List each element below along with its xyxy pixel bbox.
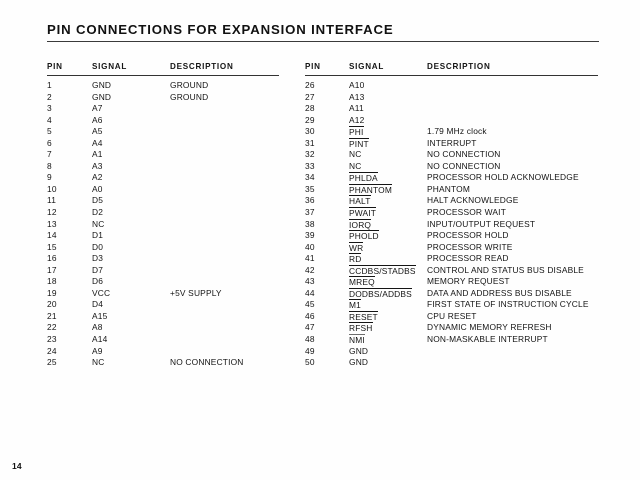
cell-pin: 16	[47, 253, 57, 264]
table-row	[305, 207, 598, 219]
cell-signal: A14	[92, 334, 108, 345]
cell-pin: 27	[305, 91, 315, 102]
cell-pin: 34	[305, 172, 315, 183]
cell-description: +5V SUPPLY	[170, 287, 222, 298]
active-low-signal-name: PWAIT	[349, 208, 377, 219]
cell-signal: A6	[92, 114, 103, 125]
cell-pin: 50	[305, 357, 315, 368]
cell-pin: 30	[305, 126, 315, 137]
cell-pin: 26	[305, 80, 315, 90]
cell-pin: 12	[47, 207, 57, 218]
cell-description: NO CONNECTION	[427, 149, 501, 160]
active-low-signal-name: HALT	[349, 196, 371, 207]
cell-signal: NC	[92, 357, 105, 368]
table-row	[47, 242, 279, 254]
table-row	[305, 299, 598, 311]
cell-description: DATA AND ADDRESS BUS DISABLE	[427, 287, 572, 298]
cell-description: PROCESSOR WAIT	[427, 207, 506, 218]
table-row	[47, 138, 279, 150]
table-row	[305, 138, 598, 150]
cell-pin: 46	[305, 310, 315, 321]
table-row	[47, 322, 279, 334]
cell-signal: D4	[92, 299, 104, 310]
page-title: PIN CONNECTIONS FOR EXPANSION INTERFACE	[47, 22, 394, 37]
cell-description: MEMORY REQUEST	[427, 276, 510, 287]
cell-pin: 14	[47, 230, 57, 241]
column-header-signal: SIGNAL	[349, 62, 385, 71]
table-row	[305, 115, 598, 127]
cell-pin: 38	[305, 218, 315, 229]
table-row	[47, 253, 279, 265]
table-row	[305, 230, 598, 242]
cell-signal: A7	[92, 103, 103, 114]
cell-pin: 22	[47, 322, 57, 333]
pin-rows-left	[47, 80, 279, 369]
table-header-row-left	[47, 62, 279, 75]
cell-pin: 43	[305, 276, 315, 287]
cell-pin: 11	[47, 195, 57, 206]
column-header-signal: SIGNAL	[92, 62, 128, 71]
cell-pin: 2	[47, 91, 52, 102]
cell-signal: A2	[92, 172, 103, 183]
cell-signal: NC	[92, 218, 105, 229]
cell-pin: 13	[47, 218, 57, 229]
cell-pin: 18	[47, 276, 57, 287]
cell-signal: A10	[349, 80, 365, 90]
table-row	[305, 103, 598, 115]
table-row	[305, 172, 598, 184]
cell-signal: A1	[92, 149, 103, 160]
cell-description: CONTROL AND STATUS BUS DISABLE	[427, 264, 584, 275]
table-row	[305, 322, 598, 334]
table-row	[47, 207, 279, 219]
active-low-signal-name: M1	[349, 300, 361, 311]
cell-pin: 45	[305, 299, 315, 310]
cell-signal: A4	[92, 137, 103, 148]
cell-pin: 31	[305, 137, 315, 148]
cell-signal: GND	[92, 80, 112, 90]
table-row	[305, 276, 598, 288]
table-row	[305, 195, 598, 207]
table-row	[47, 195, 279, 207]
cell-signal: A15	[92, 310, 108, 321]
cell-signal: D0	[92, 241, 104, 252]
active-low-signal-name: CCDBS/STADBS	[349, 265, 416, 276]
column-header-pin: PIN	[305, 62, 321, 71]
cell-signal: A3	[92, 160, 103, 171]
table-header-row-right	[305, 62, 598, 75]
cell-pin: 25	[47, 357, 57, 368]
cell-description: NO CONNECTION	[170, 357, 244, 368]
active-low-signal-name: RFSH	[349, 323, 373, 334]
cell-description: NO CONNECTION	[427, 160, 501, 171]
cell-description: GROUND	[170, 80, 209, 90]
cell-pin: 24	[47, 345, 57, 356]
cell-signal: D3	[92, 253, 104, 264]
cell-pin: 36	[305, 195, 315, 206]
cell-pin: 8	[47, 160, 52, 171]
cell-pin: 1	[47, 80, 52, 90]
cell-signal: A9	[92, 345, 103, 356]
table-row	[47, 276, 279, 288]
cell-pin: 44	[305, 287, 315, 298]
cell-signal: GND	[349, 357, 369, 368]
cell-signal: A13	[349, 91, 365, 102]
active-low-signal-name: PHOLD	[349, 231, 379, 242]
table-row	[305, 346, 598, 358]
cell-signal: D5	[92, 195, 104, 206]
cell-pin: 3	[47, 103, 52, 114]
cell-signal: NC	[349, 149, 362, 160]
cell-pin: 39	[305, 230, 315, 241]
cell-signal: GND	[92, 91, 112, 102]
table-row	[47, 288, 279, 300]
cell-pin: 42	[305, 264, 315, 275]
cell-description: INTERRUPT	[427, 137, 477, 148]
column-header-pin: PIN	[47, 62, 63, 71]
active-low-signal-name: PINT	[349, 138, 369, 149]
cell-description: 1.79 MHz clock	[427, 126, 487, 137]
cell-description: GROUND	[170, 91, 209, 102]
table-row	[47, 92, 279, 104]
pin-table-left	[47, 62, 279, 369]
table-row	[305, 288, 598, 300]
header-rule-left	[47, 75, 279, 76]
table-row	[47, 311, 279, 323]
header-rule-right	[305, 75, 598, 76]
active-low-signal-name: WR	[349, 242, 364, 253]
pin-rows-right	[305, 80, 598, 369]
cell-pin: 17	[47, 264, 57, 275]
cell-description: NON-MASKABLE INTERRUPT	[427, 334, 548, 345]
table-row	[47, 172, 279, 184]
cell-pin: 10	[47, 183, 57, 194]
active-low-signal-name: NMI	[349, 335, 365, 346]
active-low-signal-name: PHANTOM	[349, 184, 392, 195]
active-low-signal-name: IORQ	[349, 219, 372, 230]
active-low-signal-name: PHLDA	[349, 173, 378, 184]
cell-description: PROCESSOR WRITE	[427, 241, 513, 252]
table-row	[305, 149, 598, 161]
cell-pin: 20	[47, 299, 57, 310]
table-row	[305, 126, 598, 138]
cell-pin: 35	[305, 183, 315, 194]
table-row	[305, 253, 598, 265]
page-number: 14	[12, 461, 22, 471]
table-row	[305, 334, 598, 346]
cell-signal: A8	[92, 322, 103, 333]
cell-description: PROCESSOR HOLD ACKNOWLEDGE	[427, 172, 579, 183]
cell-pin: 4	[47, 114, 52, 125]
cell-description: INPUT/OUTPUT REQUEST	[427, 218, 536, 229]
active-low-signal-name: MREQ	[349, 277, 375, 288]
cell-signal: GND	[349, 345, 369, 356]
table-row	[47, 115, 279, 127]
cell-description: FIRST STATE OF INSTRUCTION CYCLE	[427, 299, 589, 310]
table-row	[47, 299, 279, 311]
cell-pin: 40	[305, 241, 315, 252]
active-low-signal-name: DODBS/ADDBS	[349, 288, 412, 299]
cell-pin: 32	[305, 149, 315, 160]
cell-signal: A11	[349, 103, 364, 114]
title-underline-rule	[47, 41, 599, 42]
cell-pin: 33	[305, 160, 315, 171]
active-low-signal-name: PHI	[349, 127, 364, 138]
cell-pin: 49	[305, 345, 315, 356]
table-row	[305, 357, 598, 369]
cell-signal: D1	[92, 230, 104, 241]
table-row	[305, 161, 598, 173]
cell-signal: A12	[349, 114, 365, 125]
active-low-signal-name: RESET	[349, 311, 378, 322]
table-row	[47, 334, 279, 346]
cell-description: PROCESSOR HOLD	[427, 230, 509, 241]
table-row	[47, 161, 279, 173]
column-header-description: DESCRIPTION	[170, 62, 234, 71]
table-row	[305, 311, 598, 323]
cell-pin: 7	[47, 149, 52, 160]
table-row	[47, 126, 279, 138]
cell-description: HALT ACKNOWLEDGE	[427, 195, 519, 206]
cell-description: PHANTOM	[427, 183, 470, 194]
table-row	[47, 184, 279, 196]
table-row	[47, 149, 279, 161]
table-row	[47, 103, 279, 115]
table-row	[305, 92, 598, 104]
cell-pin: 29	[305, 114, 315, 125]
cell-pin: 28	[305, 103, 315, 114]
table-row	[47, 230, 279, 242]
table-row	[305, 242, 598, 254]
table-row	[47, 357, 279, 369]
active-low-signal-name: RD	[349, 254, 362, 265]
cell-pin: 48	[305, 334, 315, 345]
cell-description: DYNAMIC MEMORY REFRESH	[427, 322, 552, 333]
table-row	[47, 219, 279, 231]
cell-pin: 9	[47, 172, 52, 183]
title-block	[47, 22, 599, 42]
table-row	[305, 184, 598, 196]
cell-pin: 6	[47, 137, 52, 148]
cell-signal: A0	[92, 183, 103, 194]
cell-signal: D6	[92, 276, 104, 287]
column-header-description: DESCRIPTION	[427, 62, 491, 71]
cell-signal: D7	[92, 264, 104, 275]
table-row	[47, 265, 279, 277]
table-row	[305, 80, 598, 92]
table-row	[305, 219, 598, 231]
table-row	[47, 346, 279, 358]
pin-table-right	[305, 62, 598, 369]
cell-pin: 5	[47, 126, 52, 137]
cell-signal: A5	[92, 126, 103, 137]
cell-pin: 47	[305, 322, 315, 333]
table-row	[47, 80, 279, 92]
cell-description: PROCESSOR READ	[427, 253, 509, 264]
cell-signal: NC	[349, 160, 362, 171]
table-row	[305, 265, 598, 277]
cell-signal: VCC	[92, 287, 111, 298]
cell-pin: 23	[47, 334, 57, 345]
cell-pin: 37	[305, 207, 315, 218]
cell-pin: 41	[305, 253, 315, 264]
cell-pin: 21	[47, 310, 57, 321]
cell-description: CPU RESET	[427, 310, 477, 321]
cell-pin: 15	[47, 241, 57, 252]
cell-signal: D2	[92, 207, 104, 218]
cell-pin: 19	[47, 287, 57, 298]
